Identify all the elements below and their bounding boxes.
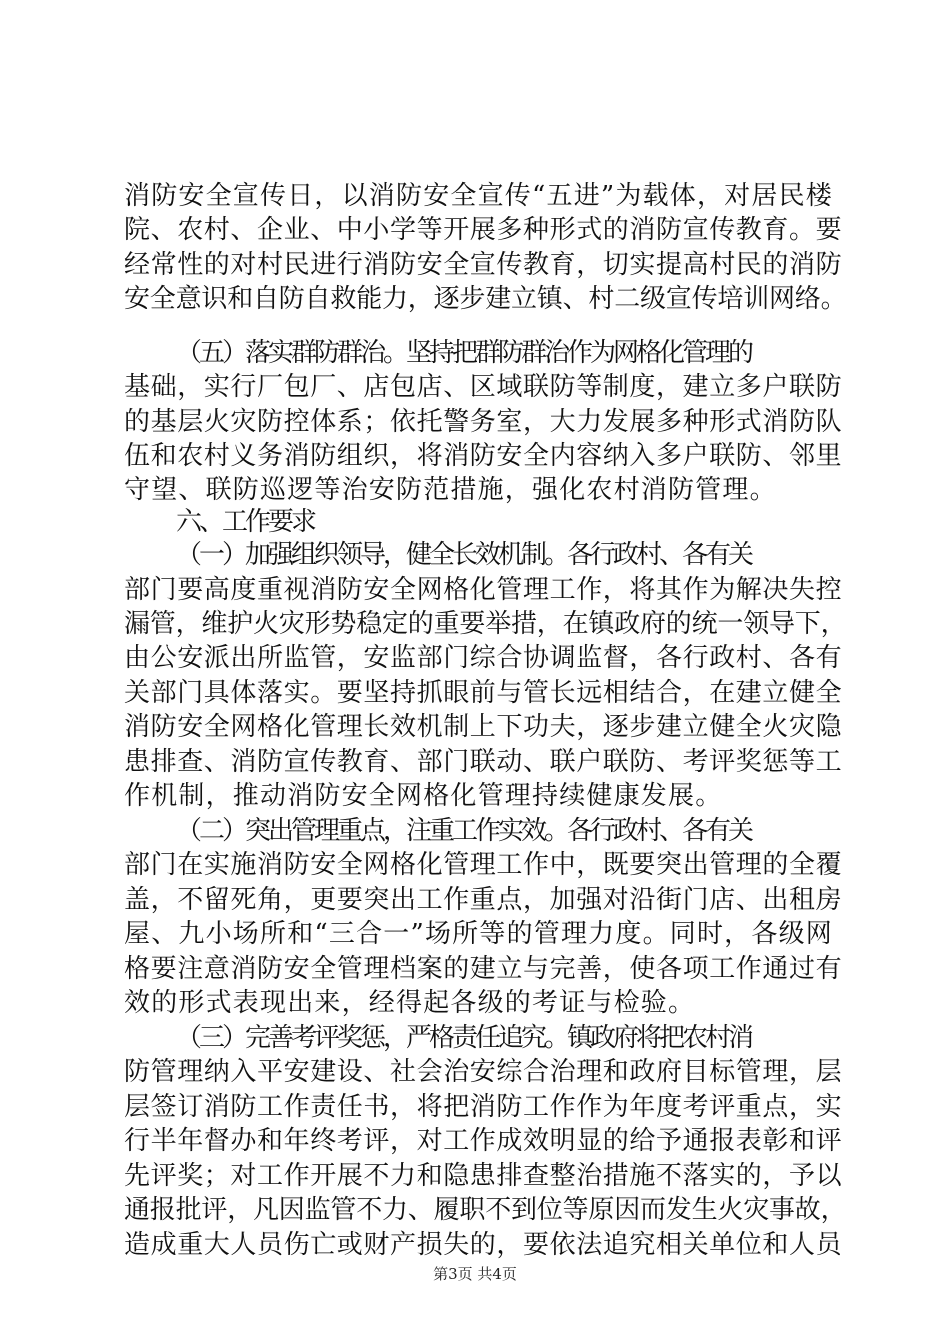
section-5-heading-line: （五）落实群防群治。坚持把群防群治作为网格化管理的: [176, 338, 752, 368]
text-line: 层签订消防工作责任书，将把消防工作作为年度考评重点，实: [124, 1092, 843, 1122]
page-number-footer: 第3页 共4页: [433, 1265, 517, 1283]
text-line: 伍和农村义务消防组织，将消防安全内容纳入多户联防、邻里: [124, 441, 843, 471]
text-line: 消防安全宣传日，以消防安全宣传“五进”为载体，对居民楼: [124, 181, 833, 211]
text-line: 守望、联防巡逻等治安防范措施，强化农村消防管理。: [124, 475, 777, 505]
text-line: 作机制，推动消防安全网格化管理持续健康发展。: [124, 781, 723, 811]
subsection-3-heading-line: （三）完善考评奖惩，严格责任追究。镇政府将把农村消: [176, 1023, 752, 1053]
text-line: 的基层火灾防控体系；依托警务室，大力发展多种形式消防队: [124, 407, 843, 437]
text-line: 效的形式表现出来，经得起各级的考证与检验。: [124, 988, 696, 1018]
text-line: 基础，实行厂包厂、店包店、区域联防等制度，建立多户联防: [124, 372, 843, 402]
text-line: 造成重大人员伤亡或财产损失的，要依法追究相关单位和人员: [124, 1230, 843, 1260]
text-line: 格要注意消防安全管理档案的建立与完善，使各项工作通过有: [124, 954, 843, 984]
subsection-2-heading-line: （二）突出管理重点，注重工作实效。各行政村、各有关: [176, 816, 752, 846]
text-line: 防管理纳入平安建设、社会治安综合治理和政府目标管理，层: [124, 1057, 843, 1087]
text-line: 先评奖；对工作开展不力和隐患排查整治措施不落实的，予以: [124, 1161, 843, 1191]
text-line: 盖，不留死角，更要突出工作重点，加强对沿街门店、出租房: [124, 885, 843, 915]
text-line: 安全意识和自防自救能力，逐步建立镇、村二级宣传培训网络。: [124, 284, 847, 314]
text-line: 屋、九小场所和“三合一”场所等的管理力度。同时，各级网: [124, 919, 833, 949]
text-line: 部门在实施消防安全网格化管理工作中，既要突出管理的全覆: [124, 850, 843, 880]
text-line: 关部门具体落实。要坚持抓眼前与管长远相结合，在建立健全: [124, 678, 843, 708]
text-line: 通报批评，凡因监管不力、履职不到位等原因而发生火灾事故，: [124, 1195, 847, 1225]
text-line: 漏管，维护火灾形势稳定的重要举措，在镇政府的统一领导下，: [124, 609, 847, 639]
text-line: 行半年督办和年终考评，对工作成效明显的给予通报表彰和评: [124, 1126, 843, 1156]
text-line: 患排查、消防宣传教育、部门联动、联户联防、考评奖惩等工: [124, 747, 843, 777]
text-line: 由公安派出所监管，安监部门综合协调监督，各行政村、各有: [124, 643, 843, 673]
subsection-1-heading-line: （一）加强组织领导，健全长效机制。各行政村、各有关: [176, 540, 752, 570]
text-line: 经常性的对村民进行消防安全宣传教育，切实提高村民的消防: [124, 250, 843, 280]
text-line: 部门要高度重视消防安全网格化管理工作，将其作为解决失控: [124, 575, 843, 605]
text-line: 院、农村、企业、中小学等开展多种形式的消防宣传教育。要: [124, 215, 843, 245]
text-line: 消防安全网格化管理长效机制上下功夫，逐步建立健全火灾隐: [124, 712, 843, 742]
section-6-heading: 六、工作要求: [176, 507, 315, 537]
